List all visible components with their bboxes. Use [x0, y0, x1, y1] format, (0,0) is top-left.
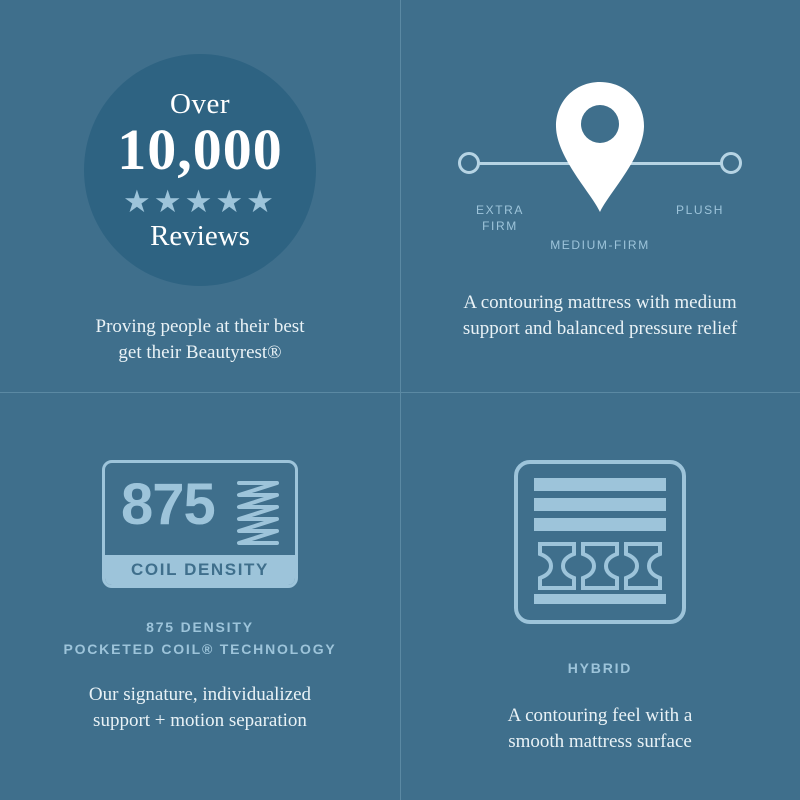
reviews-over-label: Over — [170, 88, 230, 120]
hybrid-caption-line2: smooth mattress surface — [508, 731, 692, 752]
coil-density-band-label: COIL DENSITY — [105, 555, 295, 585]
panel-firmness — [400, 0, 800, 400]
reviews-caption-line1: Proving people at their best — [95, 316, 305, 337]
hybrid-sub-label: HYBRID — [567, 660, 633, 676]
firmness-label-extra-firm — [450, 202, 550, 234]
coil-caption-line2: support + motion separation — [93, 710, 307, 731]
firmness-label-firm: FIRM — [482, 219, 518, 233]
star-rating-icon: ★★★★★ — [123, 184, 277, 219]
panel-hybrid — [400, 400, 800, 800]
location-pin-icon — [552, 80, 648, 221]
coil-sub-label-line2: POCKETED COIL® TECHNOLOGY — [63, 641, 337, 657]
coil-count: 875 — [121, 472, 215, 537]
mattress-layers-icon — [512, 458, 688, 631]
firmness-label-selected: MEDIUM-FIRM — [550, 238, 650, 252]
coil-spring-icon — [235, 479, 281, 558]
reviews-caption — [96, 314, 305, 366]
firmness-label-extra: EXTRA — [475, 203, 524, 217]
firmness-caption-line1: A contouring mattress with medium — [463, 292, 737, 313]
coil-density-badge — [102, 460, 298, 588]
reviews-caption-line2: get their Beautyrest® — [118, 342, 282, 363]
coil-sub-label-line1: 875 DENSITY — [146, 619, 254, 635]
firmness-caption-line2: support and balanced pressure relief — [462, 318, 738, 339]
panel-coil-density — [0, 400, 400, 800]
reviews-badge — [84, 54, 316, 286]
firmness-caption — [463, 290, 737, 342]
reviews-count: 10,000 — [117, 117, 283, 182]
hybrid-caption — [508, 703, 693, 755]
firmness-knob-left — [458, 152, 480, 174]
reviews-label: Reviews — [150, 220, 250, 252]
coil-sub-label — [63, 616, 336, 660]
coil-caption — [89, 682, 311, 734]
firmness-label-plush: PLUSH — [675, 203, 724, 217]
panel-reviews — [0, 0, 400, 400]
firmness-knob-right — [720, 152, 742, 174]
coil-caption-line1: Our signature, individualized — [88, 684, 312, 705]
firmness-scale — [450, 62, 750, 272]
hybrid-caption-line1: A contouring feel with a — [507, 705, 693, 726]
